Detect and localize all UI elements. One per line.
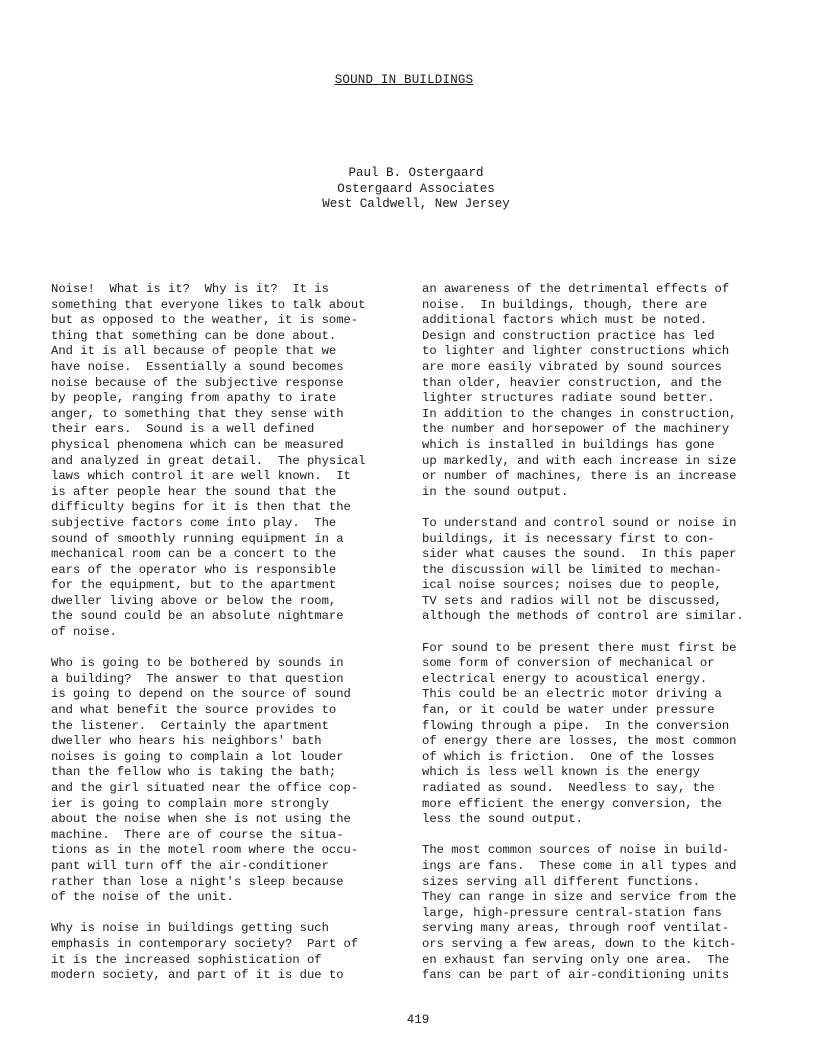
text-line: TV sets and radios will not be discussed, [422, 593, 722, 608]
text-line: Design and construction practice has led [422, 328, 715, 343]
paragraph [51, 282, 411, 641]
text-line: sizes serving all different functions. [422, 874, 700, 889]
text-line: ier is going to complain more strongly [51, 796, 329, 811]
paragraph [422, 282, 792, 500]
text-line: difficulty begins for it is then that the [51, 500, 351, 515]
text-line: in the sound output. [422, 484, 569, 499]
text-line: anger, to something that they sense with [51, 406, 344, 421]
text-line: more efficient the energy conversion, the [422, 796, 722, 811]
text-line: the listener. Certainly the apartment [51, 718, 329, 733]
text-line: which is installed in buildings has gone [422, 437, 715, 452]
text-line: The most common sources of noise in build- [422, 843, 730, 858]
text-line: than the fellow who is taking the bath; [51, 765, 337, 780]
text-line: fan, or it could be water under pressure [422, 703, 715, 718]
right-column [422, 282, 792, 999]
text-line: buildings, it is necessary first to con- [422, 531, 715, 546]
text-line: the sound could be an absolute nightmare [51, 609, 344, 624]
text-line: modern society, and part of it is due to [51, 968, 344, 983]
text-line: noise because of the subjective response [51, 375, 344, 390]
text-line: They can range in size and service from the [422, 890, 737, 905]
text-line: Who is going to be bothered by sounds in [51, 656, 344, 671]
text-line: mechanical room can be a concert to the [51, 547, 337, 562]
author-affiliation: Ostergaard Associates [337, 181, 495, 196]
text-line: dweller living above or below the room, [51, 593, 337, 608]
text-line: sound of smoothly running equipment in a [51, 531, 344, 546]
text-line: In addition to the changes in construction, [422, 406, 737, 421]
text-line: ears of the operator who is responsible [51, 562, 337, 577]
text-line: flowing through a pipe. In the conversion [422, 718, 730, 733]
author-block [0, 166, 824, 213]
text-line: an awareness of the detrimental effects of [422, 282, 730, 296]
text-line: serving many areas, through roof ventilat- [422, 921, 730, 936]
text-line: for the equipment, but to the apartment [51, 578, 337, 593]
author-location: West Caldwell, New Jersey [322, 197, 510, 212]
text-line: Noise! What is it? Why is it? It is [51, 282, 329, 296]
text-line: noise. In buildings, though, there are [422, 297, 708, 312]
text-line: rather than lose a night's sleep because [51, 874, 344, 889]
text-line: and what benefit the source provides to [51, 703, 337, 718]
text-line: radiated as sound. Needless to say, the [422, 781, 715, 795]
text-line: the number and horsepower of the machinery [422, 422, 730, 437]
text-line: their ears. Sound is a well defined [51, 422, 315, 437]
text-line: is after people hear the sound that the [51, 484, 337, 499]
text-line: dweller who hears his neighbors' bath [51, 734, 322, 749]
paragraph [51, 656, 411, 906]
text-line: physical phenomena which can be measured [51, 437, 344, 452]
left-column [51, 282, 411, 999]
text-line: thing that something can be done about. [51, 328, 337, 343]
paragraph [51, 921, 411, 983]
text-line: are more easily vibrated by sound sources [422, 359, 722, 374]
author-name: Paul B. Ostergaard [348, 166, 484, 180]
text-line: This could be an electric motor driving a [422, 687, 722, 702]
text-line: additional factors which must be noted. [422, 313, 708, 328]
text-line: of which is friction. One of the losses [422, 749, 715, 764]
text-line: noises is going to complain a lot louder [51, 749, 344, 764]
text-line: And it is all because of people that we [51, 344, 337, 359]
text-line: less the sound output. [422, 812, 583, 827]
text-line: and analyzed in great detail. The physical [51, 453, 366, 468]
page-title: SOUND IN BUILDINGS [334, 73, 474, 87]
text-line: than older, heavier construction, and the [422, 375, 722, 390]
text-line: up markedly, and with each increase in size [422, 453, 737, 468]
text-line: is going to depend on the source of sound [51, 687, 351, 702]
paragraph [422, 516, 792, 625]
page-number: 419 [406, 1013, 430, 1027]
text-line: although the methods of control are similar. [422, 609, 744, 624]
text-line: Why is noise in buildings getting such [51, 921, 329, 936]
paragraph [422, 843, 792, 983]
paragraph [422, 641, 792, 828]
text-line: To understand and control sound or noise in [422, 515, 737, 530]
text-line: the discussion will be limited to mechan- [422, 562, 722, 577]
text-line: a building? The answer to that question [51, 671, 344, 686]
text-line: of the noise of the unit. [51, 890, 234, 905]
text-line: of noise. [51, 625, 117, 640]
text-line: to lighter and lighter constructions which [422, 344, 730, 359]
text-line: something that everyone likes to talk about [51, 297, 366, 312]
text-line: machine. There are of course the situa- [51, 827, 344, 842]
text-line: have noise. Essentially a sound becomes [51, 359, 344, 374]
text-line: by people, ranging from apathy to irate [51, 391, 337, 406]
text-line: sider what causes the sound. In this paper [422, 547, 737, 562]
text-line: fans can be part of air-conditioning units [422, 968, 730, 983]
text-line: en exhaust fan serving only one area. The [422, 952, 730, 967]
text-line: emphasis in contemporary society? Part of [51, 936, 359, 951]
text-line: pant will turn off the air-conditioner [51, 858, 329, 873]
text-line: but as opposed to the weather, it is some- [51, 313, 359, 328]
text-line: For sound to be present there must first be [422, 640, 737, 655]
text-line: about the noise when she is not using the [51, 812, 351, 827]
text-line: ings are fans. These come in all types and [422, 858, 737, 873]
text-line: of energy there are losses, the most common [422, 734, 737, 749]
text-line: it is the increased sophistication of [51, 952, 322, 967]
text-line: lighter structures radiate sound better. [422, 391, 715, 406]
text-line: some form of conversion of mechanical or [422, 656, 715, 671]
text-line: ors serving a few areas, down to the kitch- [422, 936, 737, 951]
text-line: or number of machines, there is an increase [422, 469, 737, 484]
text-line: and the girl situated near the office cop- [51, 781, 359, 795]
text-line: which is less well known is the energy [422, 765, 700, 780]
text-line: electrical energy to acoustical energy. [422, 671, 708, 686]
text-line: tions as in the motel room where the occu- [51, 843, 359, 858]
text-line: large, high-pressure central-station fans [422, 905, 722, 920]
text-line: laws which control it are well known. It [51, 469, 351, 484]
text-line: subjective factors come into play. The [51, 515, 337, 530]
text-line: ical noise sources; noises due to people, [422, 578, 722, 593]
